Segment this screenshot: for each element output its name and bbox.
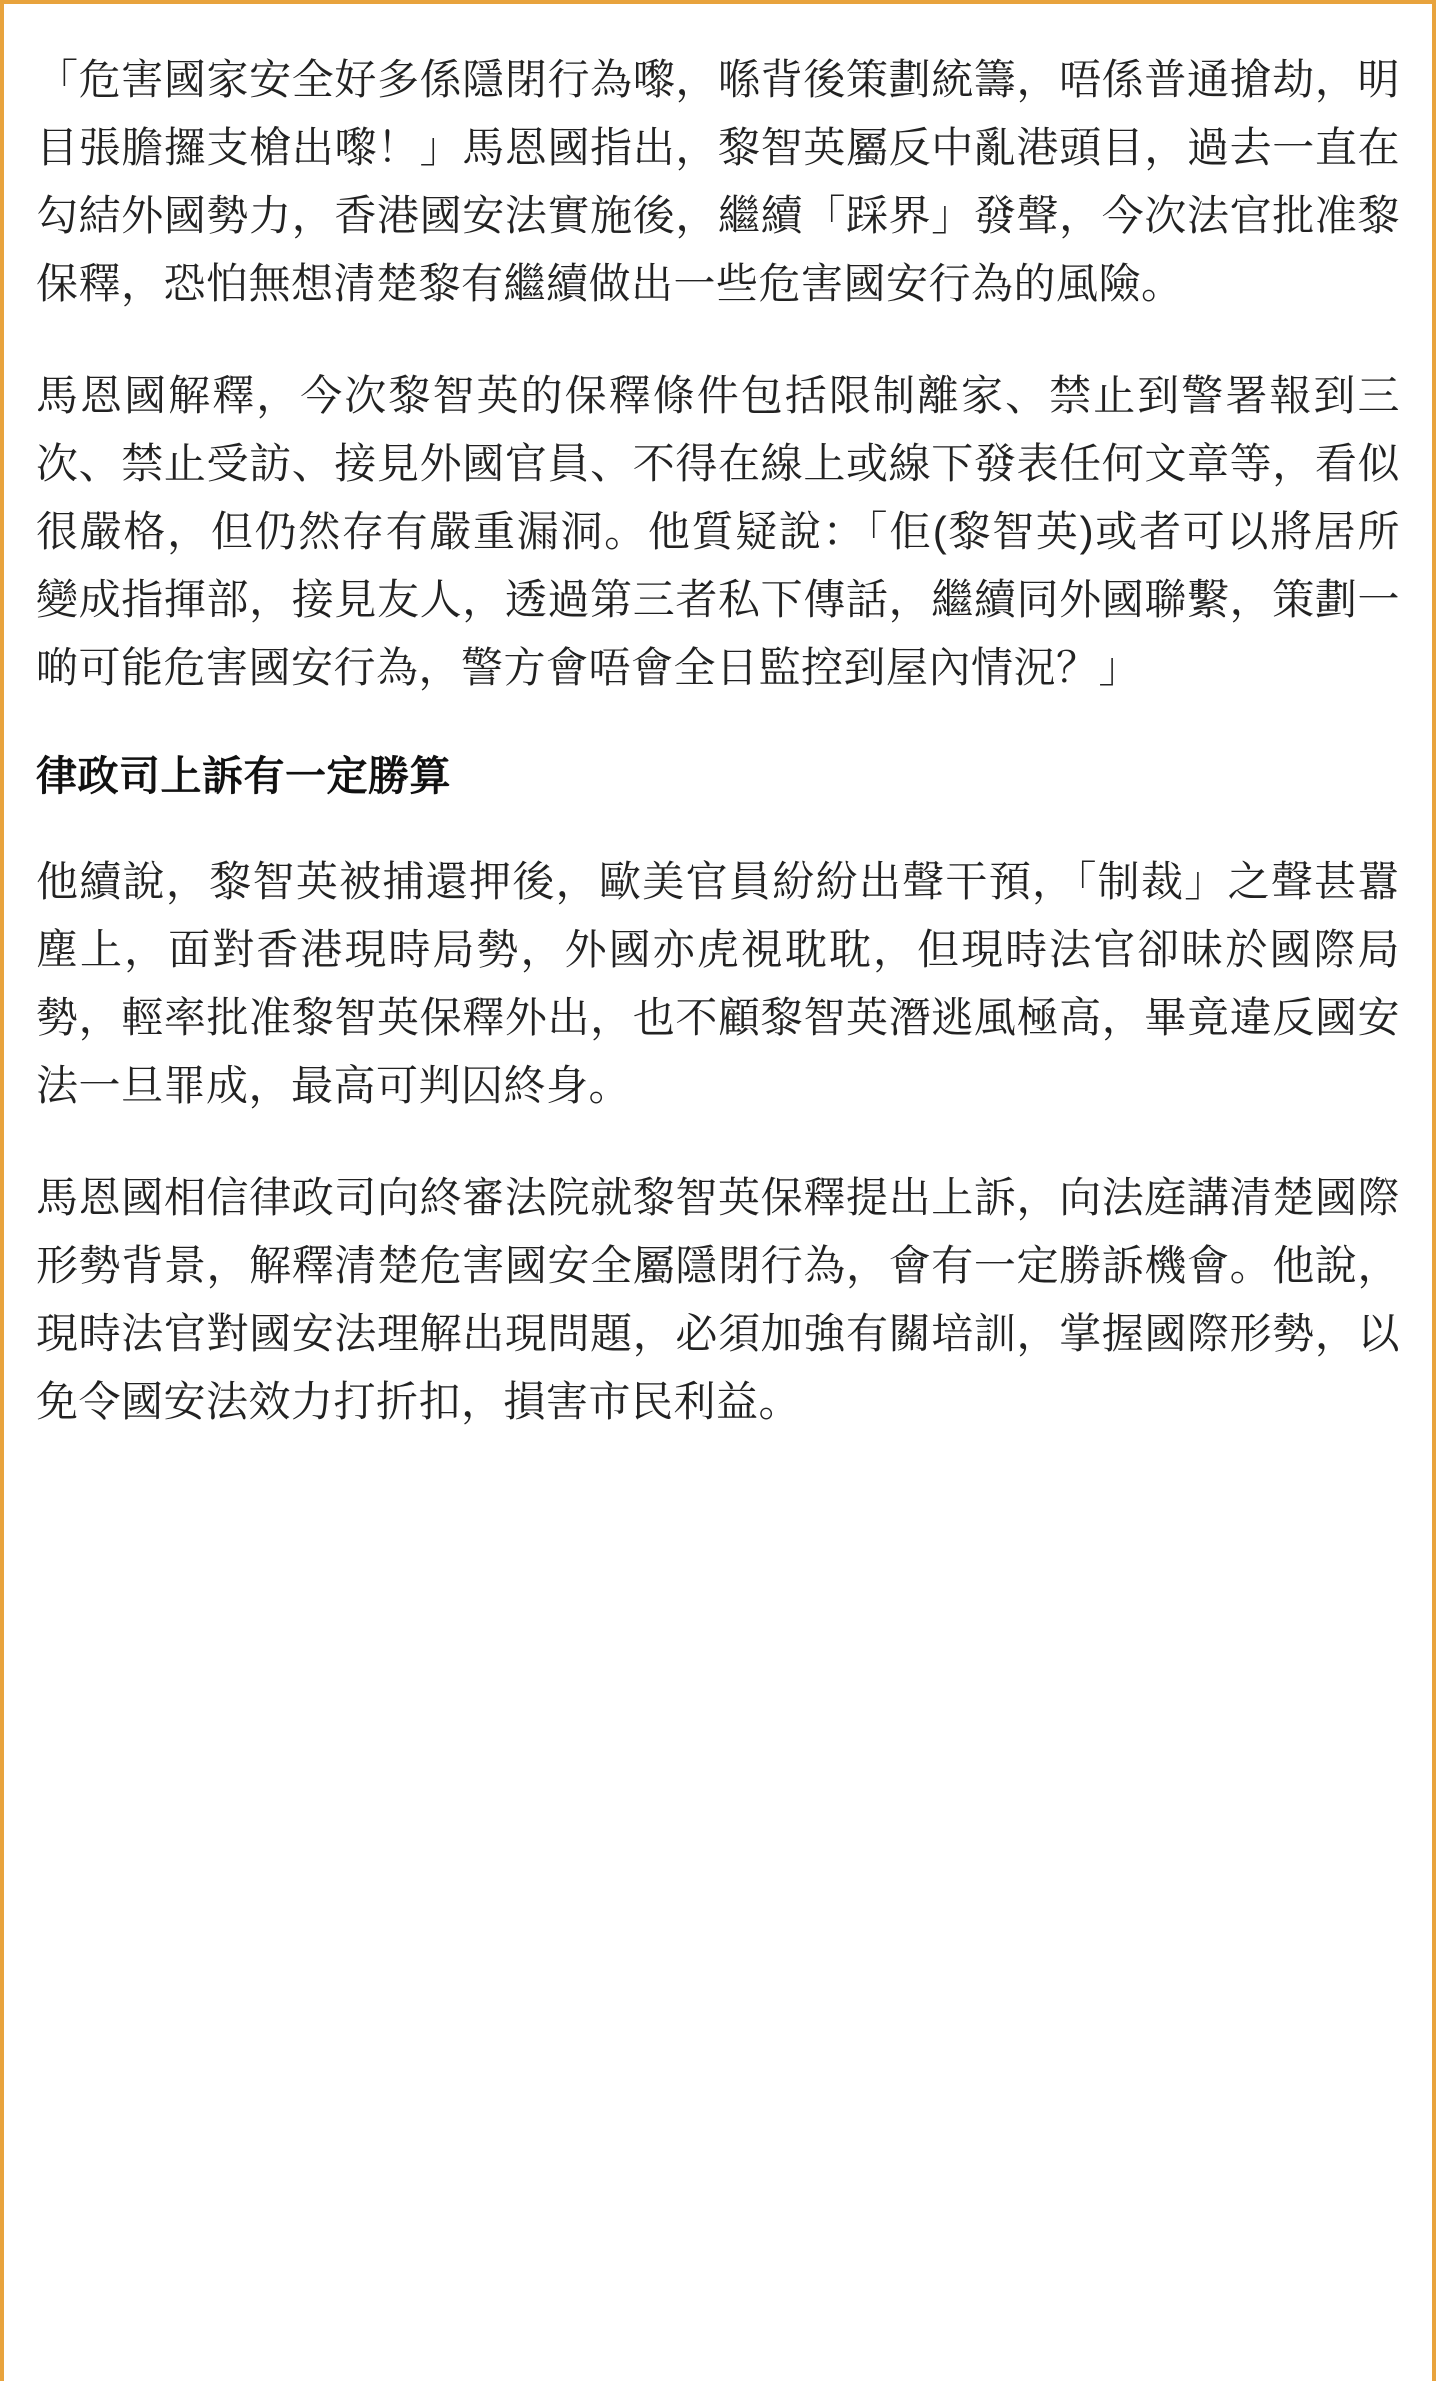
article-paragraph: 「危害國家安全好多係隱閉行為嚟，喺背後策劃統籌，唔係普通搶劫，明目張膽攞支槍出嚟！」馬恩國指出，黎智英屬反中亂港頭目，過去一直在勾結外國勢力，香港國安法實施後，繼續「踩界」發聲，今次法官批准黎保釋，恐怕無想清楚黎有繼續做出一些危害國安行為的風險。 <box>36 56 1400 308</box>
article-paragraph: 馬恩國解釋，今次黎智英的保釋條件包括限制離家、禁止到警署報到三次、禁止受訪、接見外國官員、不得在線上或線下發表任何文章等，看似很嚴格，但仍然存有嚴重漏洞。他質疑說：「佢(黎智英)或者可以將居所變成指揮部，接見友人，透過第三者私下傳話，繼續同外國聯繫，策劃一啲可能危害國安行為，警方會唔會全日監控到屋內情況？」 <box>36 372 1400 692</box>
article-subheading: 律政司上訴有一定勝算 <box>36 753 451 800</box>
top-accent-rule <box>0 0 1436 4</box>
article-paragraph: 他續說，黎智英被捕還押後，歐美官員紛紛出聲干預，「制裁」之聲甚囂塵上，面對香港現時局勢，外國亦虎視耽耽，但現時法官卻昧於國際局勢，輕率批准黎智英保釋外出，也不顧黎智英潛逃風極高，畢竟違反國安法一旦罪成，最高可判囚終身。 <box>36 857 1400 1109</box>
left-accent-rule <box>0 0 4 2381</box>
right-accent-rule <box>1432 0 1436 2381</box>
article-paragraph: 馬恩國相信律政司向終審法院就黎智英保釋提出上訴，向法庭講清楚國際形勢背景，解釋清楚危害國安全屬隱閉行為，會有一定勝訴機會。他說，現時法官對國安法理解出現問題，必須加強有關培訓，掌握國際形勢，以免令國安法效力打折扣，損害市民利益。 <box>36 1173 1400 1425</box>
